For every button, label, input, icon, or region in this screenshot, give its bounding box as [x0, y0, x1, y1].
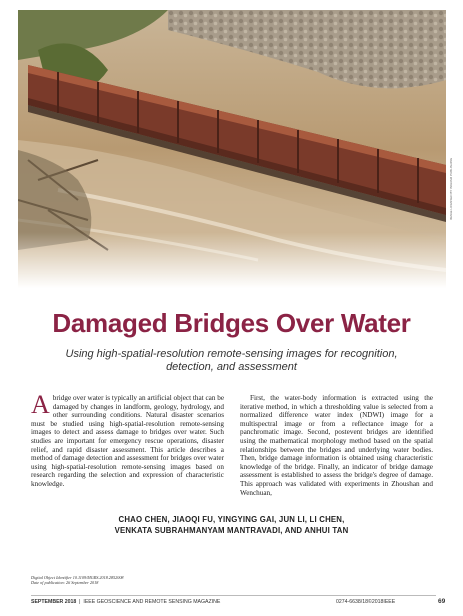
- footer-left: SEPTEMBER 2018 | IEEE GEOSCIENCE AND REMOTE SENSING MAGAZINE: [31, 599, 221, 605]
- article-title: Damaged Bridges Over Water: [52, 308, 411, 338]
- footer-divider: [31, 595, 436, 596]
- photo-credit: IMAGE LICENSED BY INGRAM PUBLISHING: [449, 157, 453, 220]
- publication-date: Date of publication: 26 September 2018: [31, 580, 99, 586]
- issue-date: SEPTEMBER 2018: [31, 599, 77, 605]
- author-line-1: CHAO CHEN, JIAOQI FU, YINGYING GAI, JUN LI, LI CHEN,: [118, 515, 345, 524]
- drop-cap: A: [31, 390, 50, 419]
- doi-block: [31, 575, 124, 586]
- body-column-right: First, the water-body information is extracted using the iterative method, in which a thresholding value is selected from a normalized difference water index (NDWI) image for a multispectral image or from a reflectance image for a panchromatic image. Second, postevent bridges are identified using the mathematical morphology method based on the spatial relationships between the bridges and underlying water bodies. Then, bridge damage information is obtained using characteristic knowledge of the bridge. Finally, an indicator of bridge damage assessment is established to assess the bridge's degree of damage. This approach was validated with experiments in Zhoushan and Wenchuan,: [240, 394, 433, 497]
- article-subtitle: Using high-spatial-resolution remote-sensing images for recognition, detection, and assessment: [65, 348, 398, 373]
- page-number: 69: [438, 598, 446, 605]
- damaged-bridge-illustration: [18, 10, 446, 288]
- article-hero-photo: [18, 10, 446, 288]
- body-column-left: [31, 390, 225, 489]
- author-line-2: VENKATA SUBRAHMANYAM MANTRAVADI, AND ANHUI TAN: [114, 526, 349, 535]
- left-column-text: bridge over water is typically an artificial object that can be damaged by changes in landform, geology, hydrology, and other surrounding conditions. Natural disaster scenarios must be studied using high-spatial-resolution remote-sensing images to detect and assess damage to bridges over water. Such studies are important for emergency rescue operations, disaster relief, and rapid disaster assessment. This article describes a method of damage detection and assessment for bridges over water using high-spatial-resolution remote-sensing images based on research regarding the selection and expression of characteristic knowledge.: [31, 394, 225, 488]
- author-list: [60, 514, 403, 536]
- doi-identifier: Digital Object Identifier 10.1109/MGRS.2018.2852008: [31, 575, 124, 580]
- issn-copyright: 0274-6638/18©2018IEEE: [336, 599, 396, 605]
- magazine-name: IEEE GEOSCIENCE AND REMOTE SENSING MAGAZINE: [83, 599, 221, 605]
